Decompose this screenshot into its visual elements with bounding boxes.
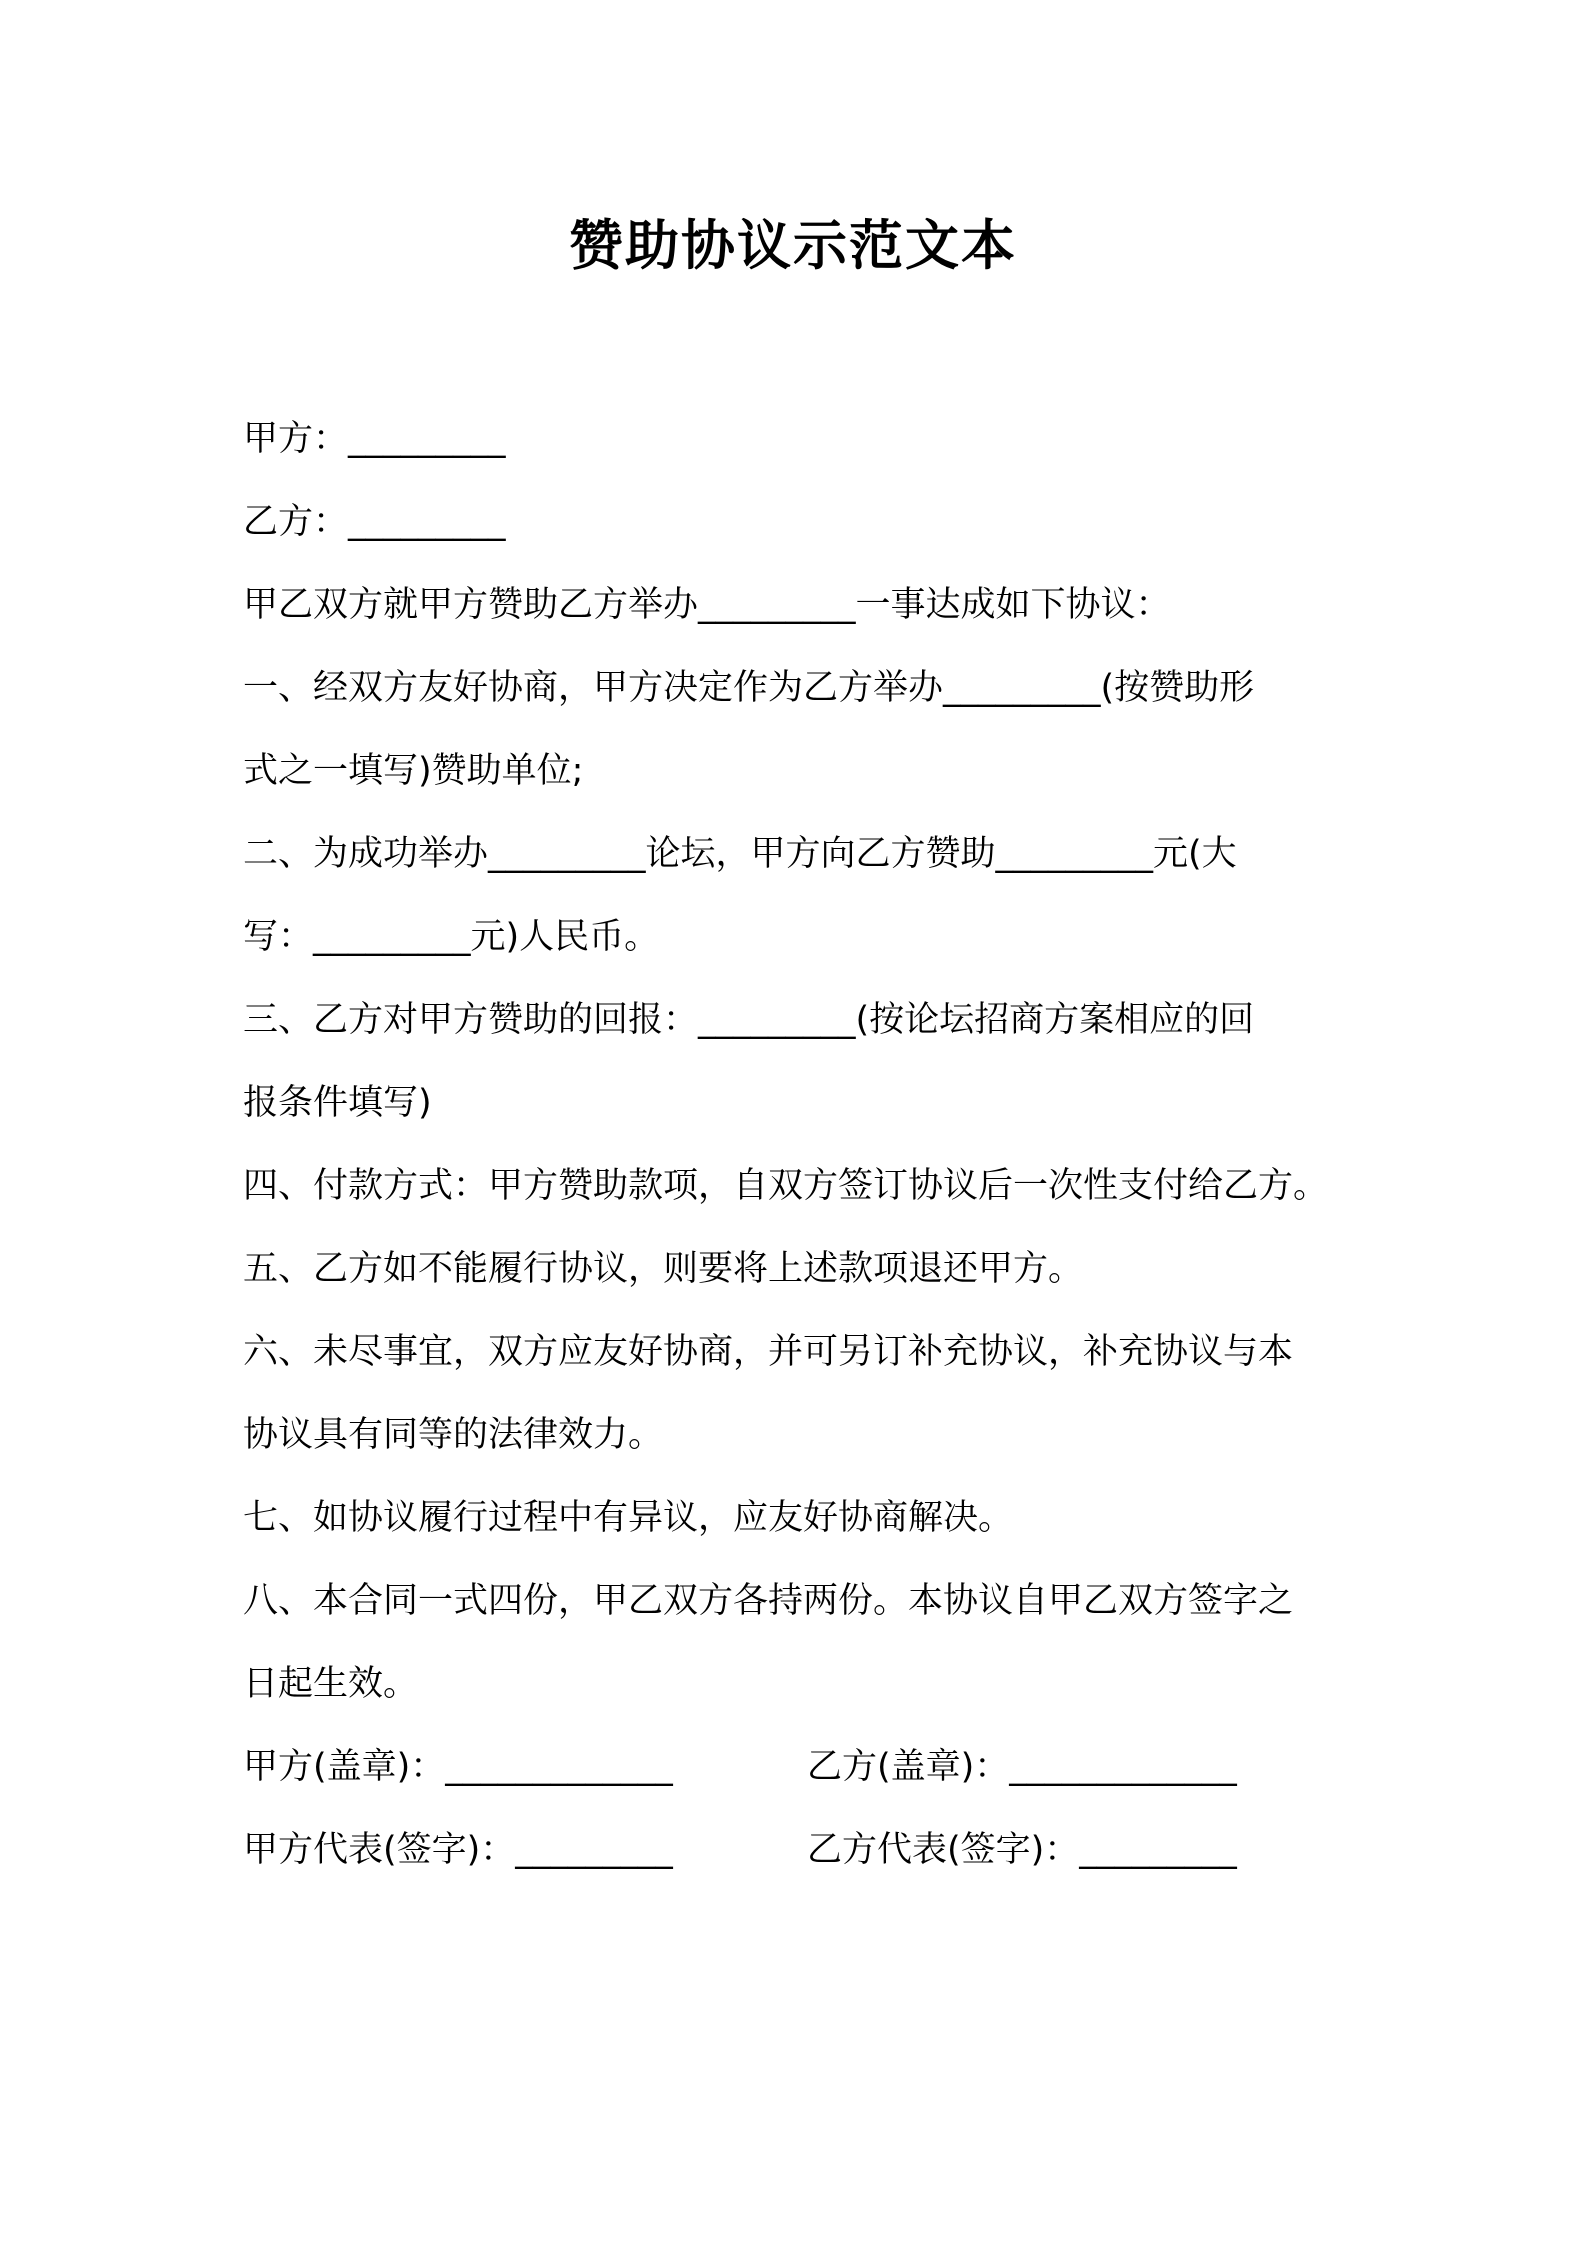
party-a-line: 甲方：_________ xyxy=(243,419,506,459)
clause-7 xyxy=(243,1477,1353,1560)
clause-5 xyxy=(243,1228,1353,1311)
clause-4 xyxy=(243,1145,1353,1228)
party-b-representative-field: 乙方代表(签字)：_________ xyxy=(807,1830,1237,1870)
clause-line: 一、经双方友好协商，甲方决定作为乙方举办_________(按赞助形 xyxy=(243,668,1255,708)
clause-line: 日起生效。 xyxy=(243,1664,419,1704)
clause-3 xyxy=(243,979,1353,1145)
party-a-representative-field: 甲方代表(签字)：_________ xyxy=(243,1830,673,1870)
clause-line: 三、乙方对甲方赞助的回报：_________(按论坛招商方案相应的回 xyxy=(243,1000,1255,1040)
clause-line: 协议具有同等的法律效力。 xyxy=(243,1415,664,1455)
party-a-seal-field: 甲方(盖章)：_____________ xyxy=(243,1747,673,1787)
seal-row xyxy=(243,1726,1353,1809)
clause-6 xyxy=(243,1311,1353,1477)
clause-8 xyxy=(243,1560,1353,1726)
clause-line: 四、付款方式：甲方赞助款项，自双方签订协议后一次性支付给乙方。 xyxy=(243,1166,1329,1206)
clause-line: 式之一填写)赞助单位; xyxy=(243,751,584,791)
clause-2 xyxy=(243,813,1353,979)
clause-line: 二、为成功举办_________论坛，甲方向乙方赞助_________元(大 xyxy=(243,834,1237,874)
intro-line: 甲乙双方就甲方赞助乙方举办_________一事达成如下协议： xyxy=(243,585,1171,625)
clause-line: 六、未尽事宜，双方应友好协商，并可另订补充协议，补充协议与本 xyxy=(243,1332,1294,1372)
clause-line: 报条件填写) xyxy=(243,1083,432,1123)
representative-row xyxy=(243,1809,1353,1892)
document-title: 赞助协议示范文本 xyxy=(569,214,1017,277)
clause-1 xyxy=(243,647,1353,813)
party-b-seal-field: 乙方(盖章)：_____________ xyxy=(807,1747,1237,1787)
clause-line: 写：_________元)人民币。 xyxy=(243,917,660,957)
clause-line: 八、本合同一式四份，甲乙双方各持两份。本协议自甲乙双方签字之 xyxy=(243,1581,1294,1621)
clause-line: 七、如协议履行过程中有异议，应友好协商解决。 xyxy=(243,1498,1014,1538)
document-body xyxy=(243,398,1353,1892)
clause-line: 五、乙方如不能履行协议，则要将上述款项退还甲方。 xyxy=(243,1249,1084,1289)
party-b-line: 乙方：_________ xyxy=(243,502,506,542)
